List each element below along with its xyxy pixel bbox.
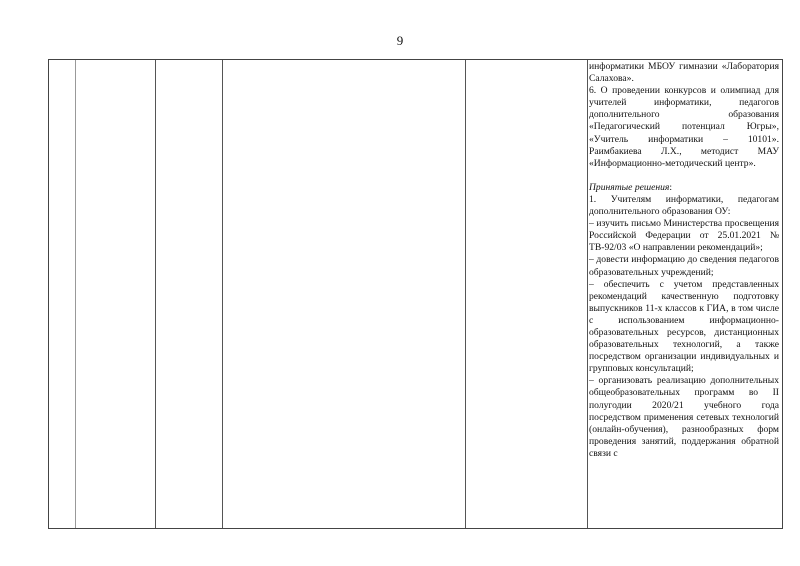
decisions-heading: Принятые решения: — [589, 181, 673, 193]
page-number: 9 — [396, 33, 404, 48]
decision-item: – обеспечить с учетом представленных рекомендаций качественную подготовку выпускников 11-х классов к ГИА, в том числе с использованием информационно-образовательных ресурсов, дистанционных образовательных технологий, а также посредством организации индивидуальных и групповых консультаций; — [589, 278, 779, 375]
decisions-heading-text: Принятые решения — [589, 181, 670, 193]
column-divider — [465, 60, 466, 528]
column-divider — [75, 60, 76, 528]
decision-item: 1. Учителям информатики, педагогам дополнительного образования ОУ: — [589, 193, 779, 218]
paragraph-item-6: 6. О проведении конкурсов и олимпиад для учителей информатики, педагогов дополнительного образования «Педагогический потенциал Югры», «Учитель информатики – 10101». Раимбакиева Л.Х., методист МАУ «Информационно-методический центр». — [589, 85, 779, 169]
decision-item: – довести информацию до сведения педагогов образовательных учреждений; — [589, 254, 779, 278]
document-table — [48, 59, 783, 529]
column-divider — [155, 60, 156, 528]
decision-item: – изучить письмо Министерства просвещения Российской Федерации от 25.01.2021 № ТВ-92/03 «О направлении рекомендаций»; — [589, 218, 779, 254]
table-cell-meeting-content — [589, 61, 779, 460]
column-divider — [587, 60, 588, 528]
decision-item: – организовать реализацию дополнительных общеобразовательных программ во II полугодии 2020/21 учебного года посредством применения сетевых технологий (онлайн-обучения), разнообразных форм проведения занятий, поддержания обратной связи с — [589, 375, 779, 459]
column-divider — [222, 60, 223, 528]
paragraph-gymnasium: информатики МБОУ гимназии «Лаборатория Салахова». — [589, 61, 779, 85]
